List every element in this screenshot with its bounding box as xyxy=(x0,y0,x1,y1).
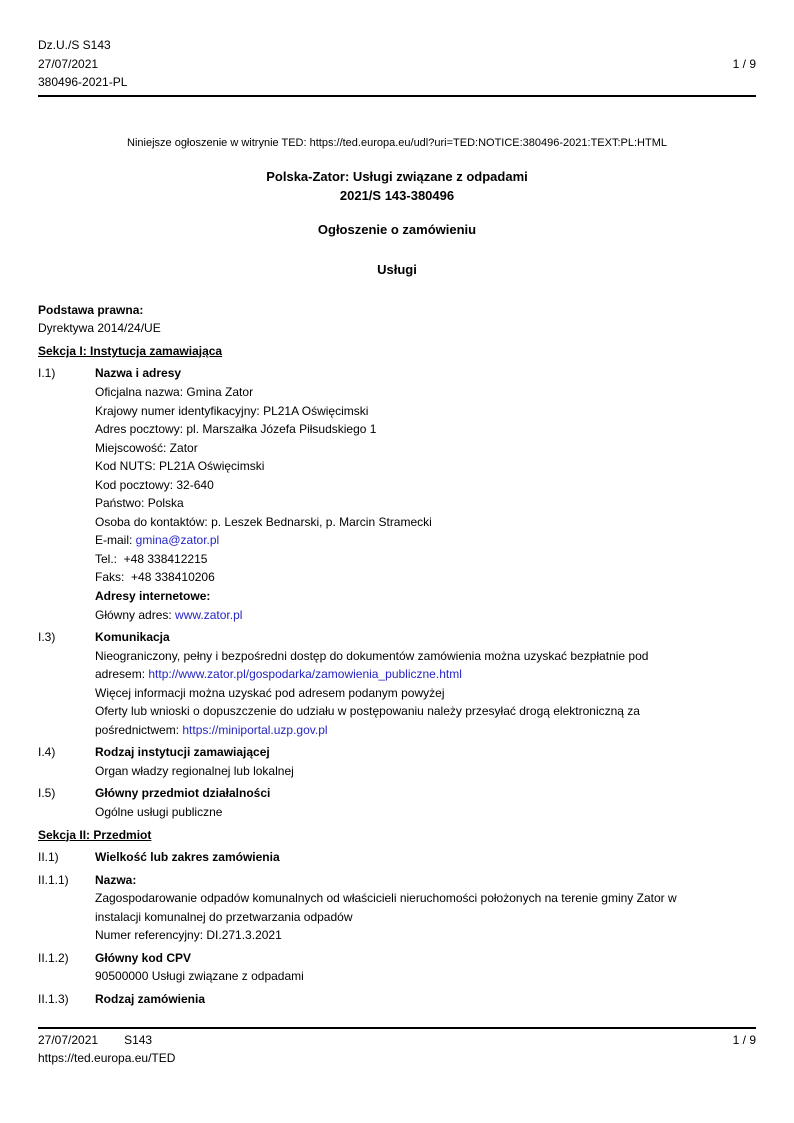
text-segment: Numer referencyjny: DI.271.3.2021 xyxy=(95,928,282,943)
footer-series: S143 xyxy=(124,1033,153,1047)
item-number: I.3) xyxy=(38,630,56,645)
text-segment: Krajowy numer identyfikacyjny: PL21A Oświęcimski xyxy=(95,403,369,418)
text-segment: Zagospodarowanie odpadów komunalnych od właścicieli nieruchomości położonych na terenie gminy Zator w xyxy=(95,891,677,906)
item-content xyxy=(95,628,756,739)
header-journal: Dz.U./S S143 xyxy=(38,38,111,52)
legal-basis-line: Dyrektywa 2014/24/UE xyxy=(38,321,161,336)
item-text-line xyxy=(95,803,756,822)
footer-url: https://ted.europa.eu/TED xyxy=(38,1051,176,1066)
numbered-item xyxy=(38,990,756,1009)
item-text-line xyxy=(95,606,756,625)
text-segment: E-mail: xyxy=(95,533,136,548)
item-text-line xyxy=(95,587,756,606)
hyperlink[interactable]: http://www.zator.pl/gospodarka/zamowienia_publiczne.html xyxy=(148,667,462,682)
text-segment: instalacji komunalnej do przetwarzania odpadów xyxy=(95,909,353,924)
item-text-line xyxy=(95,513,756,532)
item-title: Komunikacja xyxy=(95,630,170,645)
text-segment: Faks: +48 338410206 xyxy=(95,570,215,585)
item-title: Nazwa i adresy xyxy=(95,366,182,381)
text-segment: Nieograniczony, pełny i bezpośredni dostęp do dokumentów zamówienia można uzyskać bezpłatnie pod xyxy=(95,648,649,663)
text-segment: Kod pocztowy: 32-640 xyxy=(95,477,214,492)
text-segment: Główny adres: xyxy=(95,607,176,622)
footer-page-indicator: 1 / 9 xyxy=(732,1033,756,1047)
ted-notice-line: Niniejsze ogłoszenie w witrynie TED: https://ted.europa.eu/udl?uri=TED:NOTICE:380496-2021:TEXT:PL:HTML xyxy=(127,136,667,149)
numbered-item xyxy=(38,628,756,739)
text-segment: pośrednictwem: xyxy=(95,722,183,737)
header-notice-id: 380496-2021-PL xyxy=(38,75,128,90)
item-text-line xyxy=(95,889,756,908)
numbered-item xyxy=(38,364,756,624)
item-text-line xyxy=(95,762,756,781)
document-body xyxy=(38,301,756,1009)
item-text-line xyxy=(95,439,756,458)
header-page-indicator: 1 / 9 xyxy=(732,56,756,71)
item-text-line xyxy=(95,402,756,421)
document-category: Usługi xyxy=(377,261,417,277)
header-date: 27/07/2021 xyxy=(38,56,99,71)
section-heading: Sekcja I: Instytucja zamawiająca xyxy=(38,343,223,358)
text-segment: Więcej informacji można uzyskać pod adresem podanym powyżej xyxy=(95,685,445,700)
text-segment: 90500000 Usługi związane z odpadami xyxy=(95,969,304,984)
item-number: I.1) xyxy=(38,366,56,381)
item-number: II.1.3) xyxy=(38,991,69,1006)
item-content xyxy=(95,949,756,986)
item-title: Rodzaj zamówienia xyxy=(95,991,206,1006)
numbered-item xyxy=(38,784,756,821)
item-text-line xyxy=(95,476,756,495)
item-text-line xyxy=(95,457,756,476)
text-segment: Miejscowość: Zator xyxy=(95,440,198,455)
numbered-item xyxy=(38,743,756,780)
header-date-row xyxy=(38,55,756,74)
item-text-line xyxy=(95,702,756,721)
item-text-line xyxy=(95,420,756,439)
hyperlink[interactable]: gmina@zator.pl xyxy=(135,533,220,548)
text-segment: Organ władzy regionalnej lub lokalnej xyxy=(95,763,294,778)
text-segment: Kod NUTS: PL21A Oświęcimski xyxy=(95,459,265,474)
item-title: Główny przedmiot działalności xyxy=(95,786,271,801)
item-text-line xyxy=(95,926,756,945)
document-title-line2: 2021/S 143-380496 xyxy=(339,188,455,204)
text-segment: adresem: xyxy=(95,667,149,682)
item-number: II.1.1) xyxy=(38,872,69,887)
item-title: Rodzaj instytucji zamawiającej xyxy=(95,745,270,760)
text-segment: Ogólne usługi publiczne xyxy=(95,805,223,819)
document-title xyxy=(38,167,756,206)
hyperlink[interactable]: https://miniportal.uzp.gov.pl xyxy=(182,722,328,737)
text-segment: Osoba do kontaktów: p. Leszek Bednarski, p. Marcin Stramecki xyxy=(95,514,432,529)
item-content xyxy=(95,990,756,1009)
footer-meta-row xyxy=(38,1031,756,1049)
item-text-line xyxy=(95,531,756,550)
item-content xyxy=(95,784,756,821)
item-number: II.1) xyxy=(38,850,59,865)
item-title: Główny kod CPV xyxy=(95,950,192,965)
hyperlink[interactable]: www.zator.pl xyxy=(175,607,243,622)
legal-basis-line: Podstawa prawna: xyxy=(38,302,144,317)
item-content xyxy=(95,871,756,945)
item-text-line xyxy=(95,647,756,666)
numbered-item xyxy=(38,848,756,867)
item-text-line xyxy=(95,494,756,513)
footer-date: 27/07/2021 xyxy=(38,1033,99,1047)
item-number: I.5) xyxy=(38,786,56,801)
numbered-item xyxy=(38,871,756,945)
item-content xyxy=(95,848,756,867)
text-segment: Adres pocztowy: pl. Marszałka Józefa Piłsudskiego 1 xyxy=(95,422,377,437)
item-text-line xyxy=(95,568,756,587)
document-subtitle: Ogłoszenie o zamówieniu xyxy=(317,221,477,237)
item-text-line xyxy=(95,684,756,703)
text-segment: Oficjalna nazwa: Gmina Zator xyxy=(95,384,254,399)
page-footer xyxy=(38,1027,756,1068)
text-segment: Adresy internetowe: xyxy=(95,588,211,603)
document-title-line1: Polska-Zator: Usługi związane z odpadami xyxy=(266,168,528,184)
numbered-item xyxy=(38,949,756,986)
item-text-line xyxy=(95,383,756,402)
item-text-line xyxy=(95,908,756,927)
section-heading: Sekcja II: Przedmiot xyxy=(38,827,152,842)
text-segment: Tel.: +48 338412215 xyxy=(95,551,208,566)
item-title: Wielkość lub zakres zamówienia xyxy=(95,850,280,865)
header-rule xyxy=(38,95,756,97)
page-header xyxy=(38,36,756,97)
item-text-line xyxy=(95,550,756,569)
text-segment: Oferty lub wnioski o dopuszczenie do udziału w postępowaniu należy przesyłać drogą elektroniczną za xyxy=(95,704,640,719)
text-segment: Państwo: Polska xyxy=(95,496,184,511)
item-text-line xyxy=(95,665,756,684)
item-text-line xyxy=(95,967,756,986)
item-number: I.4) xyxy=(38,745,56,760)
item-content xyxy=(95,743,756,780)
item-number: II.1.2) xyxy=(38,950,69,965)
item-title: Nazwa: xyxy=(95,872,137,887)
item-content xyxy=(95,364,756,624)
item-text-line xyxy=(95,721,756,740)
